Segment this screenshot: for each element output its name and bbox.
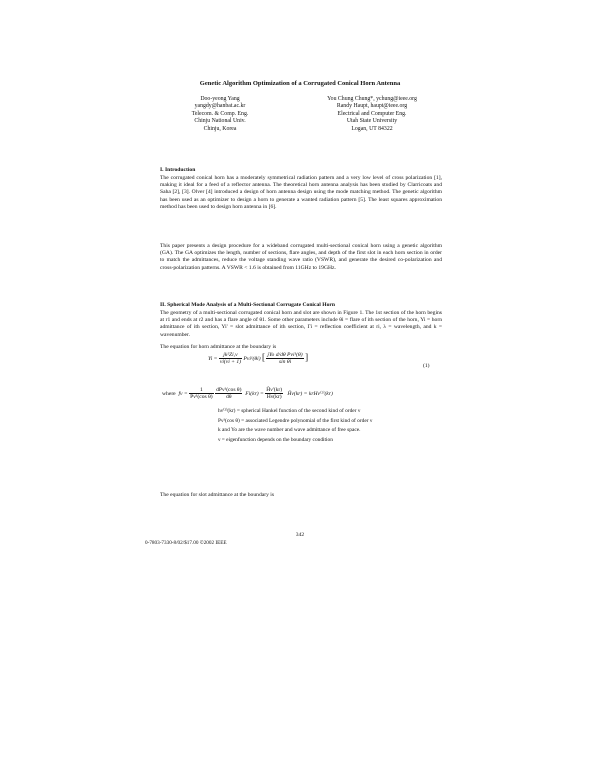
author-line: Randy Haupt, haupt@ieee.org: [336, 103, 408, 110]
definition-item: hν⁽²⁾(kr) = spherical Hankel function of the second kind of order ν: [218, 408, 361, 414]
equation-1: [208, 352, 308, 365]
fz-fraction: [265, 387, 283, 400]
page-number: 342: [295, 532, 305, 538]
intro-paragraph-2: This paper presents a design procedure for a wideband corrugated multi-sectional conical horn using a genetic algorithm (GA). The GA optimizes the length, number of sections, flare angles, and depth of the first slot in each horn section in order to match the admittances, reduce the voltage standing wave ratio (VSWR), and generate the desired co-polarization and cross-polarization patterns. A VSWR < 1.6 is obtained from 11GHz to 19GHz.: [160, 243, 442, 271]
fz-lhs: Fi(kr) =: [245, 390, 264, 397]
author-block-right: [292, 96, 452, 133]
author-line: Telecom. & Comp. Eng.: [191, 110, 249, 117]
eq-frac2-num: jYo d/dθ Pνi¹(θ): [267, 352, 303, 359]
definition-item: Pν¹(cos θ) = associated Legendre polynomial of the first kind of order ν: [218, 417, 373, 424]
paper-title: Genetic Algorithm Optimization of a Corrugated Conical Horn Antenna: [199, 80, 401, 87]
where-line: [162, 387, 333, 400]
eq-fraction-2: [266, 352, 303, 365]
author-line: Chinju National Univ.: [194, 118, 246, 125]
definition-item: ν = eigenfunction depends on the boundary condition: [218, 436, 333, 443]
copyright-footer: 0-7803-7330-8/02/$17.00 ©2002 IEEE: [145, 540, 227, 546]
slot-admittance-intro: The equation for slot admittance at the boundary is: [160, 492, 275, 498]
f-lhs: fν =: [178, 390, 188, 397]
f-num: 1: [189, 387, 214, 394]
equation-intro: The equation for horn admittance at the boundary is: [160, 344, 277, 350]
definition-item: k and Yo are the wave number and wave admittance of free space.: [218, 427, 361, 434]
fz-den: Ĥν(kr): [266, 394, 282, 400]
intro-paragraph-1: The corrugated conical horn has a moderately symmetrical radiation pattern and a very low level of cross polarization [1], making it ideal for a feed of a reflector antenna. The theoretical horn antenna analysis has been studied by Clarricoats and Saha [2], [3]. Olver [4] introduced a design of horn antenna design using the mode matching method. The genetic algorithm has been used as an optimizer to design a horn to generate a wanted radiation pattern [5]. The least squares approximation method has been used to design horn antenna in [6].: [160, 175, 442, 210]
author-line: Logan, UT 84322: [351, 125, 393, 132]
author-line: Electrical and Computer Eng.: [337, 110, 407, 117]
author-line: yangdy@hanbat.ac.kr: [194, 103, 246, 110]
f2-den: dθ: [226, 394, 232, 400]
eq-fraction-1: [219, 352, 242, 365]
equation-number: (1): [423, 363, 430, 369]
eq-frac2-den: sin θi: [278, 359, 292, 366]
f2-fraction: [215, 387, 242, 400]
section-heading-introduction: I. Introduction: [160, 167, 196, 173]
analysis-paragraph: The geometry of a multi-sectional corrugated conical horn and slot are shown in Figure 1. The 1st section of the horn begins at r1 and ends at r2 and has a flare angle of θ1. Some other parameters include θi = flare of ith section of the horn, Yi = horn admittance of ith section, Yi' = slot admittance of ith section, Γi = reflection coefficient at ri, λ = wavelength, and k = wavenumber.: [160, 310, 442, 338]
author-line: Doo-yeong Yang: [200, 96, 240, 102]
author-line: Chinju, Korea: [203, 125, 237, 132]
f-den: Pν¹(cos θ): [190, 394, 213, 400]
eq-bracket-open: [: [262, 352, 265, 362]
eq-mid: Pνi¹(θi): [243, 356, 261, 362]
where-label: where: [162, 390, 176, 397]
eq-lhs: Yi =: [208, 356, 218, 362]
eq-frac1-num: jk²Zi,ν: [219, 352, 242, 359]
f2-num: dPν¹(cos θ): [216, 387, 242, 393]
eq-bracket-close: ]: [305, 352, 309, 362]
fz-num: Ĥν'(kr): [266, 387, 283, 393]
f-fraction: [189, 387, 214, 400]
definitions-list: [218, 407, 458, 445]
author-block-left: [150, 96, 290, 133]
author-line: You Chung Chung*, ychung@ieee.org: [327, 96, 417, 102]
section-heading-analysis: II. Spherical Mode Analysis of a Multi-Sectional Corrugate Conical Horn: [160, 302, 335, 308]
h-def: Ĥν(kr) = krHν⁽²⁾(kr): [287, 390, 333, 397]
eq-frac1-den: νi(νi + 1): [219, 359, 242, 366]
author-line: Utah State University: [346, 118, 398, 125]
